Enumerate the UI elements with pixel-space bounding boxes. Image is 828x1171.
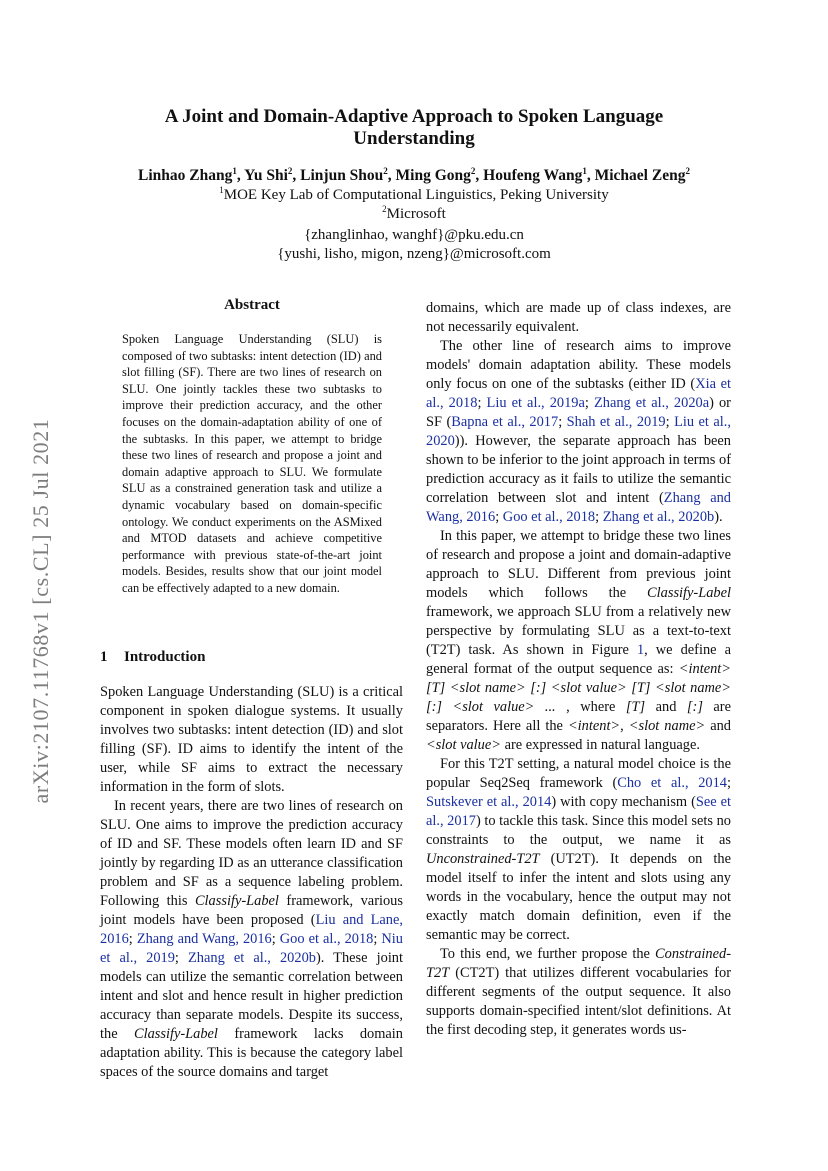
citation-link[interactable]: Sutskever et al., 2014 <box>426 794 552 810</box>
section-title: Introduction <box>124 649 206 665</box>
citation-link[interactable]: Liu et al., 2020 <box>426 414 731 449</box>
citation-link[interactable]: Zhang et al., 2020b <box>188 950 316 966</box>
arxiv-stamp <box>28 376 54 846</box>
left-column <box>100 683 403 1082</box>
citation-link[interactable]: Goo et al., 2018 <box>502 509 596 525</box>
section-heading <box>100 649 205 666</box>
paragraph-proposal: In this paper, we attempt to bridge these two lines of research and propose a joint and domain-adaptive approach to SLU. Different from previous joint models which follows the Classify-Label framework, we approach SLU from a relatively new perspective by formulating SLU as a text-to-text (T2T) task. As shown in Figure 1, we define a general format of the output sequence as: <intent> [T] <slot name> [:] <slot value> [T] <slot name> [:] <slot value> ... , where [T] and [:] are separators. Here all the <intent>, <slot name> and <slot value> are expressed in natural language. <box>426 528 731 753</box>
author: Yu Shi$^2$ <box>244 165 293 184</box>
author: Linjun Shou$^2$ <box>300 165 388 184</box>
right-column <box>426 299 731 1040</box>
paragraph-domain-adaptation: The other line of research aims to improve models' domain adaptation ability. These models only focus on one of the subtasks (either ID (Xia et al., 2018; Liu et al., 2019a; Zhang et al., 2020a) or SF (Bapna et al., 2017; Shah et al., 2019; Liu et al., 2020)). However, the separate approach has been shown to be inferior to the joint approach in terms of prediction accuracy as it fails to utilize the semantic correlation between slot and intent (Zhang and Wang, 2016; Goo et al., 2018; Zhang et al., 2020b). <box>426 338 732 525</box>
paragraph-continuation: domains, which are made up of class indexes, are not necessarily equivalent. <box>426 300 731 335</box>
intro-paragraph-2: In recent years, there are two lines of research on SLU. One aims to improve the prediction accuracy of ID and SF. These models often learn ID and SF jointly by regarding ID as an utterance classification problem and SF as a sequence labeling problem. Following this Classify-Label framework, various joint models have been proposed (Liu and Lane, 2016; Zhang and Wang, 2016; Goo et al., 2018; Niu et al., 2019; Zhang et al., 2020b). These joint models can utilize the semantic correlation between intent and slot and hence result in higher prediction accuracy than separate models. Despite its success, the Classify-Label framework lacks domain adaptation ability. This is because the category label spaces of the source domains and target <box>100 798 404 1080</box>
email-microsoft: {yushi, lisho, migon, nzeng}@microsoft.com <box>277 246 551 262</box>
intro-paragraph-1: Spoken Language Understanding (SLU) is a critical component in spoken dialogue systems. It usually involves two subtasks: intent detection (ID) and slot filling (SF). ID aims to identify the intent of the user, while SF aims to extract the necessary information in the form of slots. <box>100 684 403 795</box>
citation-link[interactable]: Goo et al., 2018 <box>279 931 374 947</box>
figure-link[interactable]: 1 <box>636 642 645 658</box>
arxiv-stamp-text: arXiv:2107.11768v1 [cs.CL] 25 Jul 2021 <box>28 418 53 804</box>
citation-link[interactable]: Cho et al., 2014 <box>617 775 727 791</box>
paragraph-t2t-setting: For this T2T setting, a natural model choice is the popular Seq2Seq framework (Cho et al., 2014; Sutskever et al., 2014) with copy mechanism (See et al., 2017) to tackle this task. Since this model sets no constraints to the output, we name it as Unconstrained-T2T (UT2T). It depends on the model itself to infer the intent and slots using any words in the vocabulary, hence the output may not exactly match domain definition, even if the semantic may be correct. <box>426 756 731 943</box>
title-line-2: Understanding <box>353 128 475 149</box>
citation-link[interactable]: See et al., 2017 <box>426 794 731 829</box>
email-pku: {zhanglinhao, wanghf}@pku.edu.cn <box>304 227 524 243</box>
author: Houfeng Wang$^1$ <box>483 165 587 184</box>
citation-link[interactable]: Bapna et al., 2017 <box>451 414 559 430</box>
section-number: 1 <box>100 649 108 665</box>
abstract-text: Spoken Language Understanding (SLU) is composed of two subtasks: intent detection (ID) and slot filling (SF). There are two lines of research on SLU. One jointly tackles these two subtasks to improve their prediction accuracy, and the other focuses on the domain-adaptation ability of one of the subtasks. In this paper, we attempt to bridge these two lines of research and propose a joint and domain adaptive approach to SLU. We formulate SLU as a constrained generation task and utilize a dynamic vocabulary based on domain-specific ontology. We conduct experiments on the ASMixed and MTOD datasets and achieve competitive performance with previous state-of-the-art joint models. Besides, results show that our joint model can be effectively adapted to a new domain. <box>122 332 382 595</box>
citation-link[interactable]: Shah et al., 2019 <box>566 414 666 430</box>
citation-link[interactable]: Liu et al., 2019a <box>486 395 585 411</box>
affiliation-1: $^1$MOE Key Lab of Computational Linguistics, Peking University <box>219 185 609 203</box>
abstract-body <box>122 331 382 597</box>
paper-title <box>100 106 728 150</box>
author: Ming Gong$^2$ <box>395 165 476 184</box>
author: Linhao Zhang$^1$ <box>138 165 237 184</box>
author: Michael Zeng$^2$ <box>594 165 690 184</box>
author-list: Linhao Zhang$^1$, Yu Shi$^2$, Linjun Shou$^2$, Ming Gong$^2$, Houfeng Wang$^1$, Michael Zeng$^2$ <box>138 165 690 184</box>
citation-link[interactable]: Zhang et al., 2020a <box>593 395 710 411</box>
citation-link[interactable]: Zhang and Wang, 2016 <box>136 931 272 947</box>
citation-link[interactable]: Zhang et al., 2020b <box>602 509 715 525</box>
citation-link[interactable]: Niu et al., 2019 <box>100 931 403 966</box>
paragraph-constrained: To this end, we further propose the Constrained-T2T (CT2T) that utilizes different vocabularies for different segments of the output sequence. It also supports domain-specified intent/slot definitions. At the first decoding step, it generates words us- <box>426 946 731 1038</box>
citation-link[interactable]: Xia et al., 2018 <box>426 376 732 411</box>
citation-link[interactable]: Liu and Lane, 2016 <box>100 912 403 947</box>
citation-link[interactable]: Zhang and Wang, 2016 <box>426 490 731 525</box>
abstract-heading: Abstract <box>224 297 280 313</box>
title-line-1: A Joint and Domain-Adaptive Approach to Spoken Language <box>164 106 664 127</box>
affiliation-2: $^2$Microsoft <box>382 204 446 222</box>
